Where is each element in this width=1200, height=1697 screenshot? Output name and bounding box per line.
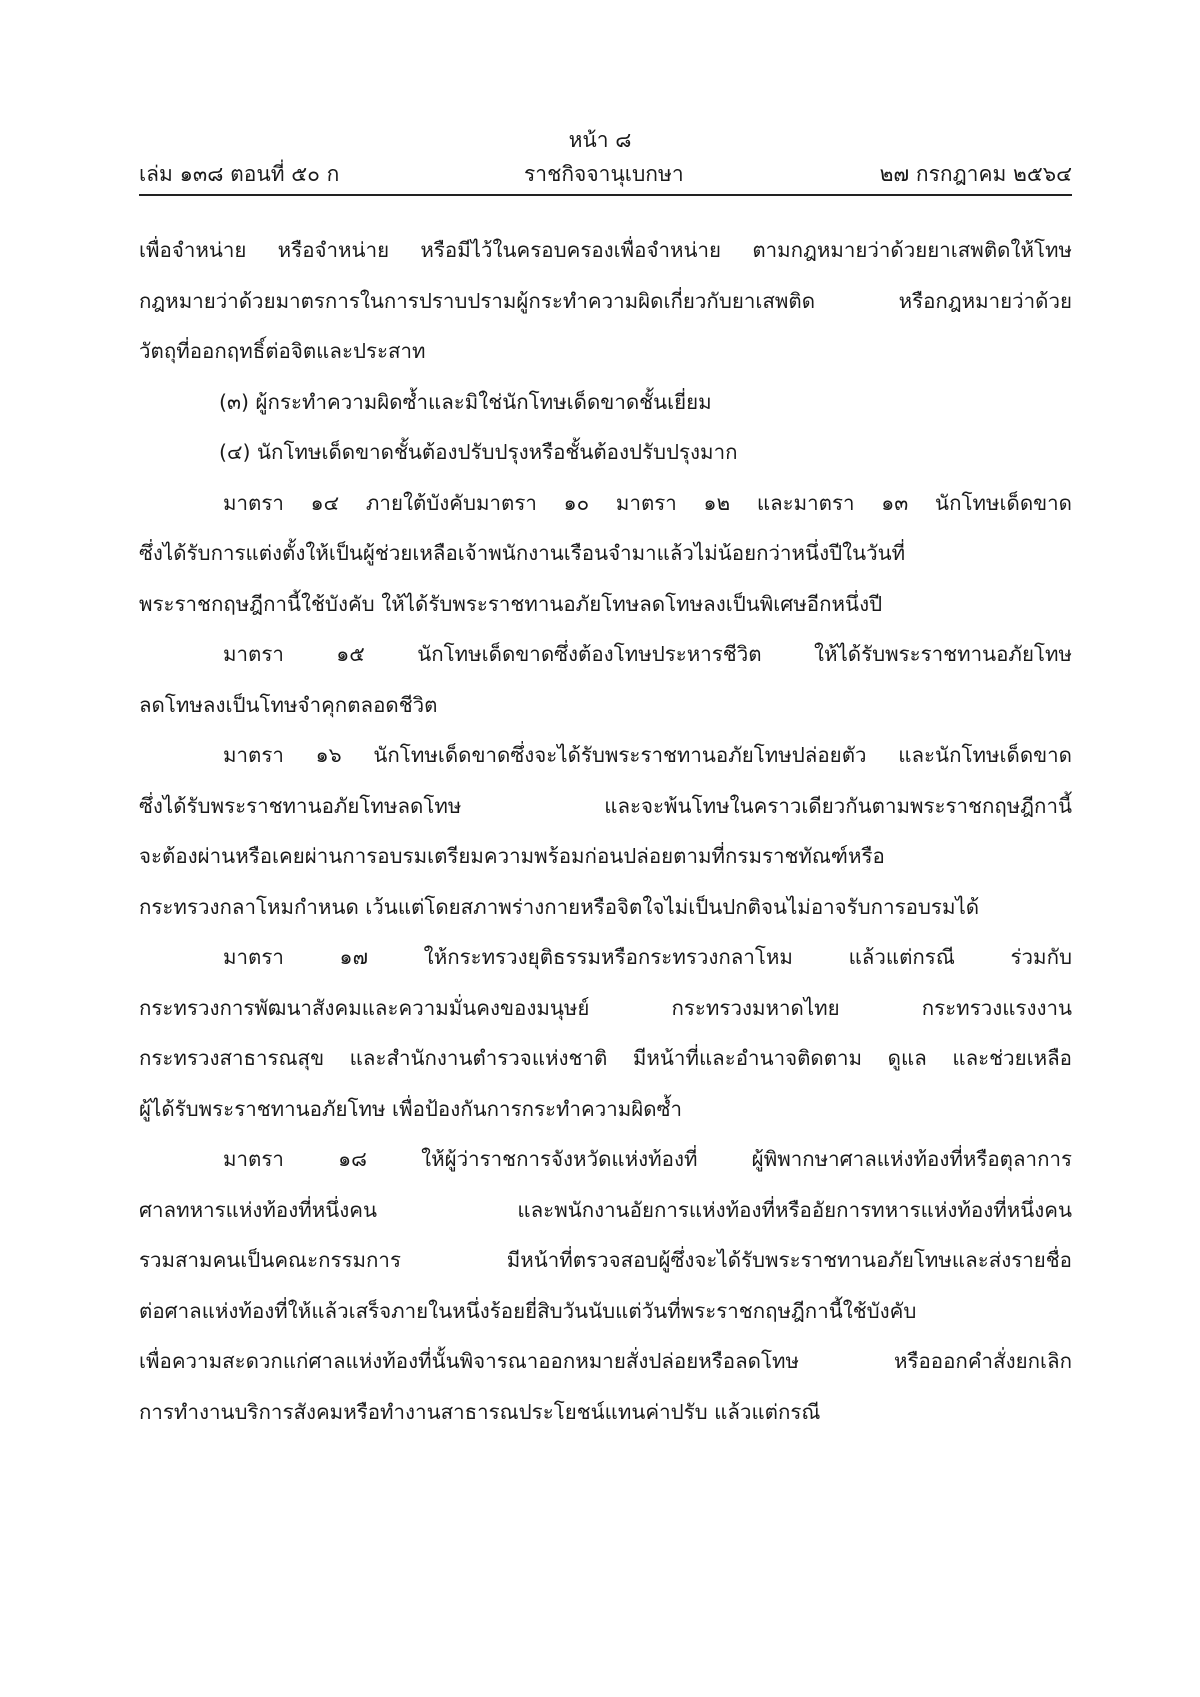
text-line: รวมสามคนเป็นคณะกรรมการ มีหน้าที่ตรวจสอบผู้ซึ่งจะได้รับพระราชทานอภัยโทษและส่งรายชื่อ: [139, 1248, 1072, 1272]
section-15-start: มาตรา ๑๕ นักโทษเด็ดขาดซึ่งต้องโทษประหารชีวิต ให้ได้รับพระราชทานอภัยโทษ: [223, 642, 1072, 666]
text-line: เพื่อความสะดวกแก่ศาลแห่งท้องที่นั้นพิจารณาออกหมายสั่งปล่อยหรือลดโทษ หรือออกคำสั่งยกเลิก: [139, 1349, 1072, 1373]
text-line: ซึ่งได้รับการแต่งตั้งให้เป็นผู้ช่วยเหลือเจ้าพนักงานเรือนจำมาแล้วไม่น้อยกว่าหนึ่งปีในวันที่: [139, 541, 906, 565]
volume-issue: เล่ม ๑๓๘ ตอนที่ ๕๐ ก: [139, 162, 340, 186]
running-header: [139, 158, 1072, 190]
publication-title: ราชกิจจานุเบกษา: [524, 162, 684, 186]
section-14-start: มาตรา ๑๔ ภายใต้บังคับมาตรา ๑๐ มาตรา ๑๒ และมาตรา ๑๓ นักโทษเด็ดขาด: [223, 490, 1072, 515]
text-line: กระทรวงการพัฒนาสังคมและความมั่นคงของมนุษย์ กระทรวงมหาดไทย กระทรวงแรงงาน: [139, 995, 1072, 1020]
text-line: จะต้องผ่านหรือเคยผ่านการอบรมเตรียมความพร้อมก่อนปล่อยตามที่กรมราชทัณฑ์หรือ: [139, 844, 885, 868]
text-line: ผู้ได้รับพระราชทานอภัยโทษ เพื่อป้องกันการกระทำความผิดซ้ำ: [139, 1096, 683, 1121]
text-line: วัตถุที่ออกฤทธิ์ต่อจิตและประสาท: [139, 339, 426, 363]
page-number: หน้า ๘: [568, 128, 632, 152]
publication-date: ๒๗ กรกฎาคม ๒๕๖๔: [879, 162, 1072, 186]
text-line: เพื่อจำหน่าย หรือจำหน่าย หรือมีไว้ในครอบครองเพื่อจำหน่าย ตามกฎหมายว่าด้วยยาเสพติดให้โทษ: [139, 238, 1072, 262]
text-line: ลดโทษลงเป็นโทษจำคุกตลอดชีวิต: [139, 692, 438, 717]
text-line: ต่อศาลแห่งท้องที่ให้แล้วเสร็จภายในหนึ่งร้อยยี่สิบวันนับแต่วันที่พระราชกฤษฎีกานี้ใช้บังคับ: [139, 1298, 917, 1323]
text-line: ซึ่งได้รับพระราชทานอภัยโทษลดโทษ และจะพ้นโทษในคราวเดียวกันตามพระราชกฤษฎีกานี้: [139, 793, 1072, 818]
document-body: [139, 232, 1072, 1444]
text-line: ศาลทหารแห่งท้องที่หนึ่งคน และพนักงานอัยการแห่งท้องที่หรืออัยการทหารแห่งท้องที่หนึ่งคน: [139, 1197, 1072, 1222]
text-line: การทำงานบริการสังคมหรือทำงานสาธารณประโยชน์แทนค่าปรับ แล้วแต่กรณี: [139, 1399, 821, 1424]
header-divider: [139, 194, 1072, 196]
text-line: กระทรวงสาธารณสุข และสำนักงานตำรวจแห่งชาติ มีหน้าที่และอำนาจติดตาม ดูแล และช่วยเหลือ: [139, 1046, 1072, 1070]
text-line: กฎหมายว่าด้วยมาตรการในการปราบปรามผู้กระทำความผิดเกี่ยวกับยาเสพติด หรือกฎหมายว่าด้วย: [139, 288, 1072, 313]
text-line: พระราชกฤษฎีกานี้ใช้บังคับ ให้ได้รับพระราชทานอภัยโทษลดโทษลงเป็นพิเศษอีกหนึ่งปี: [139, 591, 883, 616]
text-line: กระทรวงกลาโหมกำหนด เว้นแต่โดยสภาพร่างกายหรือจิตใจไม่เป็นปกติจนไม่อาจรับการอบรมได้: [139, 894, 980, 919]
list-item-4: (๔) นักโทษเด็ดขาดชั้นต้องปรับปรุงหรือชั้นต้องปรับปรุงมาก: [219, 440, 738, 464]
section-17-start: มาตรา ๑๗ ให้กระทรวงยุติธรรมหรือกระทรวงกลาโหม แล้วแต่กรณี ร่วมกับ: [223, 945, 1072, 969]
section-16-start: มาตรา ๑๖ นักโทษเด็ดขาดซึ่งจะได้รับพระราชทานอภัยโทษปล่อยตัว และนักโทษเด็ดขาด: [223, 743, 1072, 767]
list-item-3: (๓) ผู้กระทำความผิดซ้ำและมิใช่นักโทษเด็ดขาดชั้นเยี่ยม: [219, 389, 712, 414]
section-18-start: มาตรา ๑๘ ให้ผู้ว่าราชการจังหวัดแห่งท้องที่ ผู้พิพากษาศาลแห่งท้องที่หรือตุลาการ: [223, 1147, 1072, 1171]
